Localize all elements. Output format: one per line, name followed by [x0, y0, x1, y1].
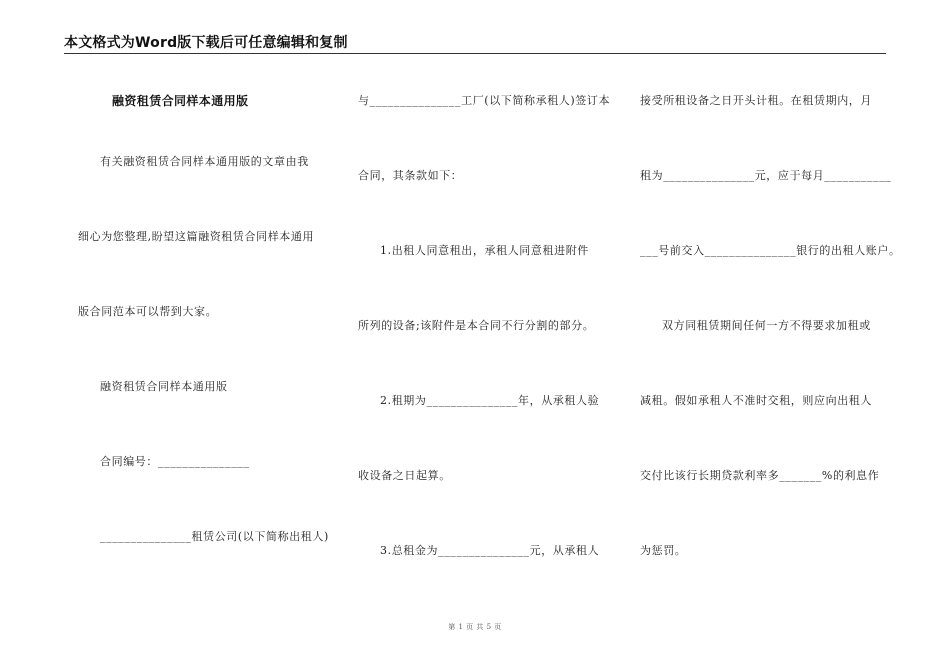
- clause-3-line-1: 3.总租金为_______________元，从承租人: [380, 544, 600, 557]
- intro-line-3: 版合同范本可以帮到大家。: [78, 305, 218, 318]
- lessee-line: 与_______________工厂(以下简称承租人)签订本: [358, 94, 611, 107]
- clause-4-line-1: 双方同租赁期间任何一方不得要求加租或: [662, 319, 871, 332]
- clause-4-line-4: 为惩罚。: [640, 544, 687, 557]
- clause-2-line-2: 收设备之日起算。: [358, 469, 451, 482]
- clause-4-line-3: 交付比该行长期贷款利率多_______%的利息作: [640, 469, 880, 482]
- header-divider: [64, 53, 886, 54]
- contract-subtitle: 融资租赁合同样本通用版: [100, 380, 228, 393]
- intro-line-2: 细心为您整理,盼望这篇融资租赁合同样本通用: [78, 230, 315, 243]
- clause-4-line-2: 减租。假如承租人不准时交租，则应向出租人: [640, 394, 872, 407]
- clause-3-line-3: 租为_______________元，应于每月___________: [640, 169, 892, 182]
- terms-intro-line: 合同，其条款如下：: [358, 169, 463, 182]
- lessor-line: _______________租赁公司(以下简称出租人): [100, 530, 329, 543]
- page-number: 第 1 页 共 5 页: [448, 623, 502, 631]
- clause-1-line-1: 1.出租人同意租出，承租人同意租进附件: [380, 244, 589, 257]
- document-header: 本文格式为Word版下载后可任意编辑和复制: [64, 35, 348, 51]
- document-title: 融资租赁合同样本通用版: [112, 94, 249, 108]
- clause-2-line-1: 2.租期为_______________年，从承租人验: [380, 394, 600, 407]
- clause-1-line-2: 所列的设备;该附件是本合同不行分割的部分。: [358, 319, 595, 332]
- contract-number-line: 合同编号：_______________: [100, 455, 250, 468]
- clause-3-line-2: 接受所租设备之日开头计租。在租赁期内，月: [640, 94, 872, 107]
- intro-line-1: 有关融资租赁合同样本通用版的文章由我: [100, 155, 309, 168]
- clause-3-line-4: ___号前交入_______________银行的出租人账户。: [640, 244, 901, 257]
